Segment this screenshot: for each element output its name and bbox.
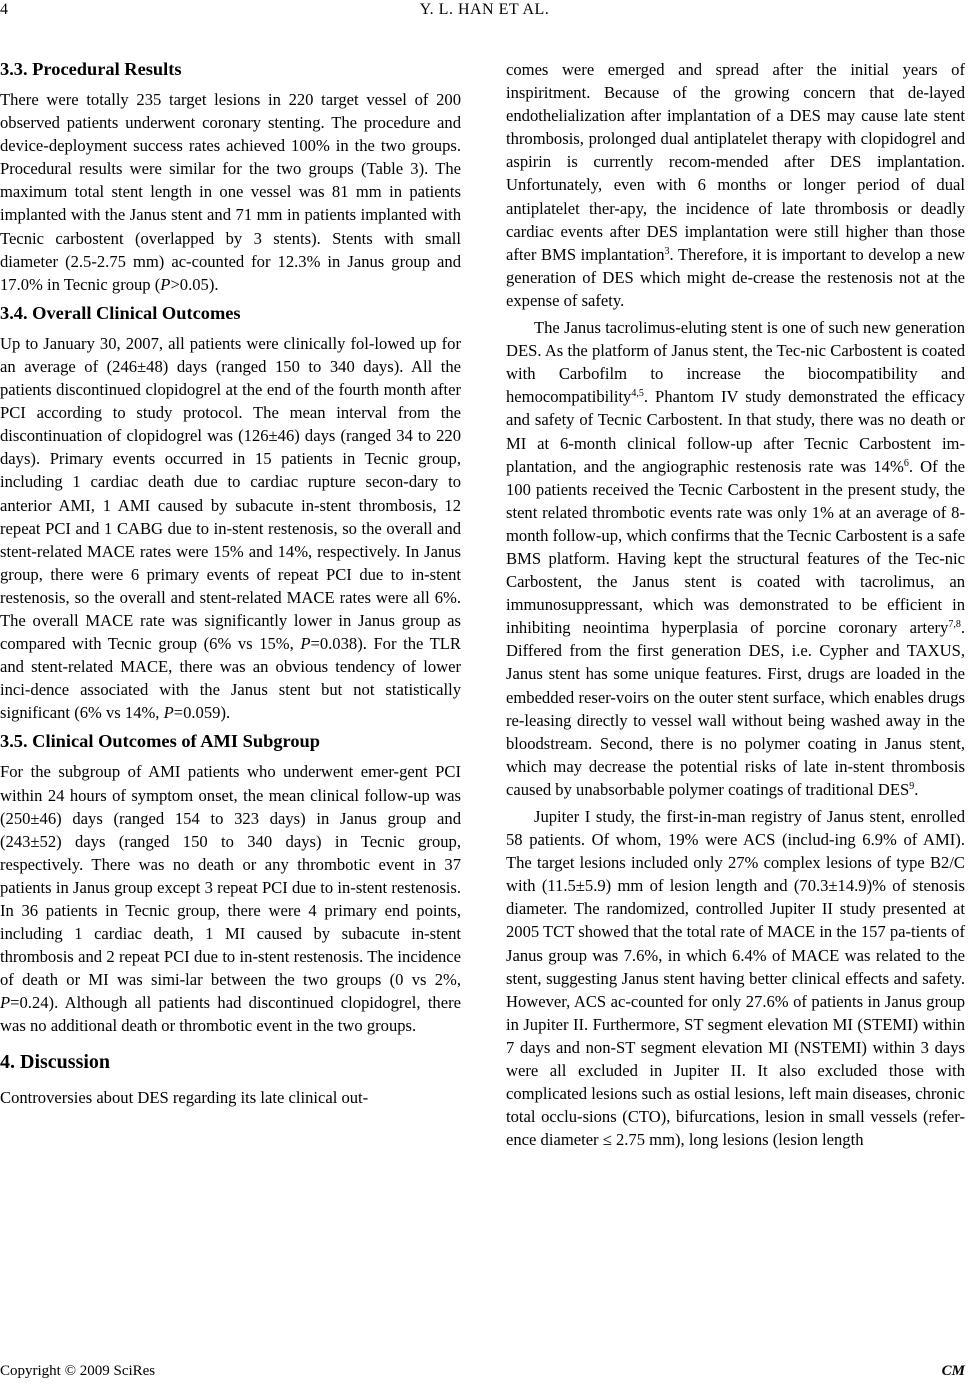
journal-abbrev: CM: [941, 1363, 965, 1379]
paragraph-discussion-start: Controversies about DES regarding its late clinical out-: [0, 1087, 369, 1107]
paragraph-discussion-continued: comes were emerged and spread after the initial years of inspiritment. Because of the growing concern that de-layed endothelialization after implantation of a DES may cause late stent thrombosis, prolonged dual antiplatelet therapy with clopidogrel and aspirin is currently recom-mended after DES implantation. Unfortunately, even with 6 months or longer period of dual antiplatelet ther-apy, the incidence of late thrombosis or deadly cardiac events after DES implantation were still higher than those after BMS implantation$^3$. Therefore, it is important to develop a new generation of DES which might de-crease the restenosis not at the expense of safety.: [506, 60, 965, 310]
paragraph-janus-stent: The Janus tacrolimus-eluting stent is one of such new generation DES. As the platform of Janus stent, the Tec-nic Carbostent is coated with Carbofilm to increase the biocompatibility and hemocompatibility$^{4,5}$. Phantom IV study demonstrated the efficacy and safety of Tecnic Carbostent. In that study, there was no death or MI at 6-month clinical follow-up after Tecnic Carbostent im-plantation, and the angiographic restenosis rate was 14%$^6$. Of the 100 patients received the Tecnic Carbostent in the present study, the stent related thrombotic events rate was only 1% at an average of 8-month follow-up, which confirms that the Tecnic Carbostent is a safe BMS platform. Having kept the structural features of the Tec-nic Carbostent, the Janus stent is coated with tacrolimus, an immunosuppressant, which was demonstrated to be efficient in inhibiting neointima hyperplasia of porcine coronary artery$^{7,8}$. Differed from the first generation DES, i.e. Cypher and TAXUS, Janus stent has some unique features. First, drugs are loaded in the embedded reser-voirs on the outer stent surface, which enables drugs re-leasing directly to vessel wall without being washed away in the bloodstream. Second, there is no polymer coating in Janus stent, which may decrease the potential risks of late in-stent thrombosis caused by unabsorbable polymer coatings of traditional DES$^9$.: [506, 318, 966, 799]
paragraph-ami-subgroup: For the subgroup of AMI patients who underwent emer-gent PCI within 24 hours of symptom onset, the mean clinical follow-up was (250±46) days (ranged 154 to 323 days) in Janus group and (243±52) days (ranged 150 to 340 days) in Tecnic group, respectively. There was no death or any thrombotic event in 37 patients in Janus group except 3 repeat PCI due to in-stent restenosis. In 36 patients in Tecnic group, there were 4 primary end points, including 1 cardiac death, 1 MI caused by subacute in-stent thrombosis and 2 repeat PCI due to in-stent restenosis. The incidence of death or MI was simi-lar between the two groups (0 vs 2%, P=0.24). Although all patients had discontinued clopidogrel, there was no additional death or thrombotic event in the two groups.: [0, 762, 461, 1036]
running-head: Y. L. HAN ET AL.: [419, 1, 550, 18]
section-heading-3-4: 3.4. Overall Clinical Outcomes: [0, 302, 241, 323]
paragraph-procedural-results: There were totally 235 target lesions in 220 target vessel of 200 observed patients underwent coronary stenting. The procedure and device-deployment success rates achieved 100% in the two groups. Procedural results were similar for the two groups (Table 3). The maximum total stent length in one vessel was 81 mm in patients implanted with the Janus stent and 71 mm in patients implanted with Tecnic carbostent (overlapped by 3 stents). Stents with small diameter (2.5-2.75 mm) ac-counted for 12.3% in Janus group and 17.0% in Tecnic group (P>0.05).: [0, 90, 461, 294]
right-column: [506, 58, 965, 1155]
section-heading-3-3: 3.3. Procedural Results: [0, 59, 182, 79]
paragraph-overall-outcomes: Up to January 30, 2007, all patients were clinically fol-lowed up for an average of (246±48) days (ranged 150 to 340 days). All the patients discontinued clopidogrel at the end of the fourth month after PCI according to study protocol. The mean interval from the discontinuation of clopidogrel was (126±46) days (ranged 34 to 220 days). Primary events occurred in 15 patients in Tecnic group, including 1 cardiac death due to cardiac rupture secon-dary to anterior AMI, 1 AMI caused by subacute in-stent thrombosis, 12 repeat PCI and 1 CABG due to in-stent restenosis, so the overall and stent-related MACE rates were 15% and 14%, respectively. In Janus group, there were 6 primary events of repeat PCI due to in-stent restenosis, so the overall and stent-related MACE rates were all 6%. The overall MACE rate was significantly lower in Janus group as compared with Tecnic group (6% vs 15%, P=0.038). For the TLR and stent-related MACE, there was an obvious tendency of lower inci-dence associated with the Janus stent but not statistically significant (6% vs 14%, P=0.059).: [0, 333, 461, 723]
copyright-notice: Copyright © 2009 SciRes: [0, 1363, 156, 1379]
page-header: [0, 0, 969, 26]
page-footer: [0, 1363, 969, 1385]
page-number: 4: [0, 1, 8, 18]
left-column: [0, 56, 461, 1113]
section-heading-3-5: 3.5. Clinical Outcomes of AMI Subgroup: [0, 731, 320, 752]
paragraph-jupiter-study: Jupiter I study, the first-in-man registry of Janus stent, enrolled 58 patients. Of whom, 19% were ACS (includ-ing 6.9% of AMI). The target lesions included only 27% complex lesions of type B2/C with (11.5±5.9) mm of lesion length and (70.3±14.9)% of stenosis diameter. The randomized, controlled Jupiter II study presented at 2005 TCT showed that the total rate of MACE in the 157 pa-tients of Janus group was 7.6%, in which 6.4% of MACE was related to the stent, suggesting Janus stent having better clinical effects and safety. However, ACS ac-counted for only 27.6% of patients in Janus group in Jupiter II. Furthermore, ST segment elevation MI (STEMI) within 7 days and non-ST segment elevation MI (NSTEMI) within 3 days were all excluded in Jupiter II. It also excluded those with complicated lesions such as ostial lesions, left main diseases, chronic total occlu-sions (CTO), bifurcations, lesion in small vessels (refer-ence diameter ≤ 2.75 mm), long lesions (lesion length: [506, 807, 965, 1150]
section-heading-4: 4. Discussion: [0, 1050, 111, 1073]
